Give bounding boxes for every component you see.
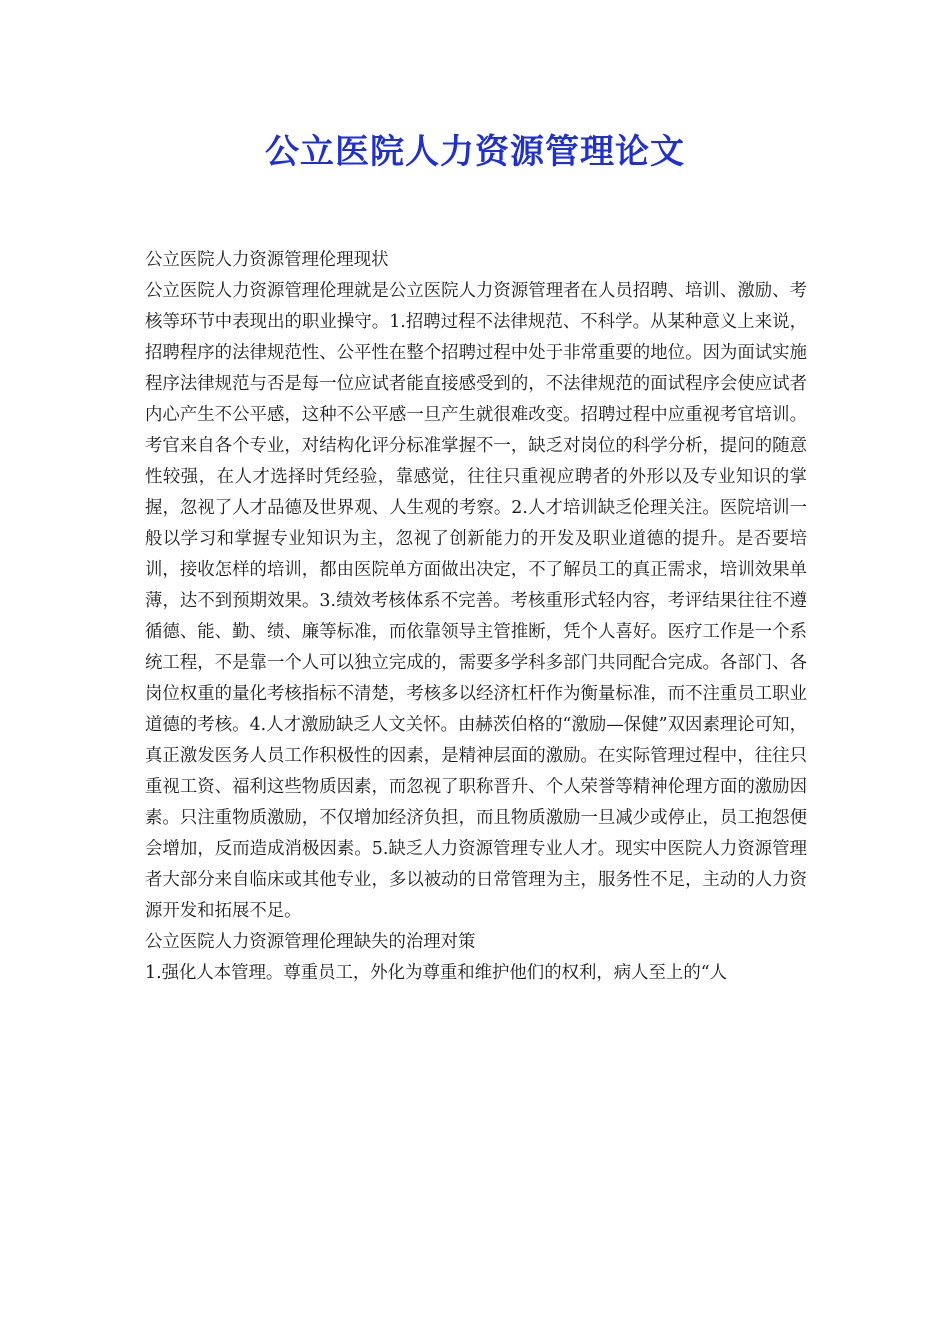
section-heading-countermeasures: 公立医院人力资源管理伦理缺失的治理对策 bbox=[145, 932, 476, 952]
document-title: 公立医院人力资源管理论文 bbox=[265, 132, 685, 172]
document-body bbox=[145, 245, 807, 989]
section-heading-status: 公立医院人力资源管理伦理现状 bbox=[145, 250, 389, 270]
paragraph-countermeasures-body: 1.强化人本管理。尊重员工，外化为尊重和维护他们的权利，病人至上的“人 bbox=[145, 963, 727, 983]
paragraph-status-body: 公立医院人力资源管理伦理就是公立医院人力资源管理者在人员招聘、培训、激励、考核等环节中表现出的职业操守。1.招聘过程不法律规范、不科学。从某种意义上来说，招聘程序的法律规范性、公平性在整个招聘过程中处于非常重要的地位。因为面试实施程序法律规范与否是每一位应试者能直接感受到的，不法律规范的面试程序会使应试者内心产生不公平感，这种不公平感一旦产生就很难改变。招聘过程中应重视考官培训。考官来自各个专业，对结构化评分标准掌握不一，缺乏对岗位的科学分析，提问的随意性较强，在人才选择时凭经验，靠感觉，往往只重视应聘者的外形以及专业知识的掌握，忽视了人才品德及世界观、人生观的考察。2.人才培训缺乏伦理关注。医院培训一般以学习和掌握专业知识为主，忽视了创新能力的开发及职业道德的提升。是否要培训，接收怎样的培训，都由医院单方面做出决定，不了解员工的真正需求，培训效果单薄，达不到预期效果。3.绩效考核体系不完善。考核重形式轻内容，考评结果往往不遵循德、能、勤、绩、廉等标准，而依靠领导主管推断，凭个人喜好。医疗工作是一个系统工程，不是靠一个人可以独立完成的，需要多学科多部门共同配合完成。各部门、各岗位权重的量化考核指标不清楚，考核多以经济杠杆作为衡量标准，而不注重员工职业道德的考核。4.人才激励缺乏人文关怀。由赫茨伯格的“激励—保健”双因素理论可知，真正激发医务人员工作积极性的因素，是精神层面的激励。在实际管理过程中，往往只重视工资、福利这些物质因素，而忽视了职称晋升、个人荣誉等精神伦理方面的激励因素。只注重物质激励，不仅增加经济负担，而且物质激励一旦减少或停止，员工抱怨便会增加，反而造成消极因素。5.缺乏人力资源管理专业人才。现实中医院人力资源管理者大部分来自临床或其他专业，多以被动的日常管理为主，服务性不足，主动的人力资源开发和拓展不足。 bbox=[145, 281, 807, 921]
